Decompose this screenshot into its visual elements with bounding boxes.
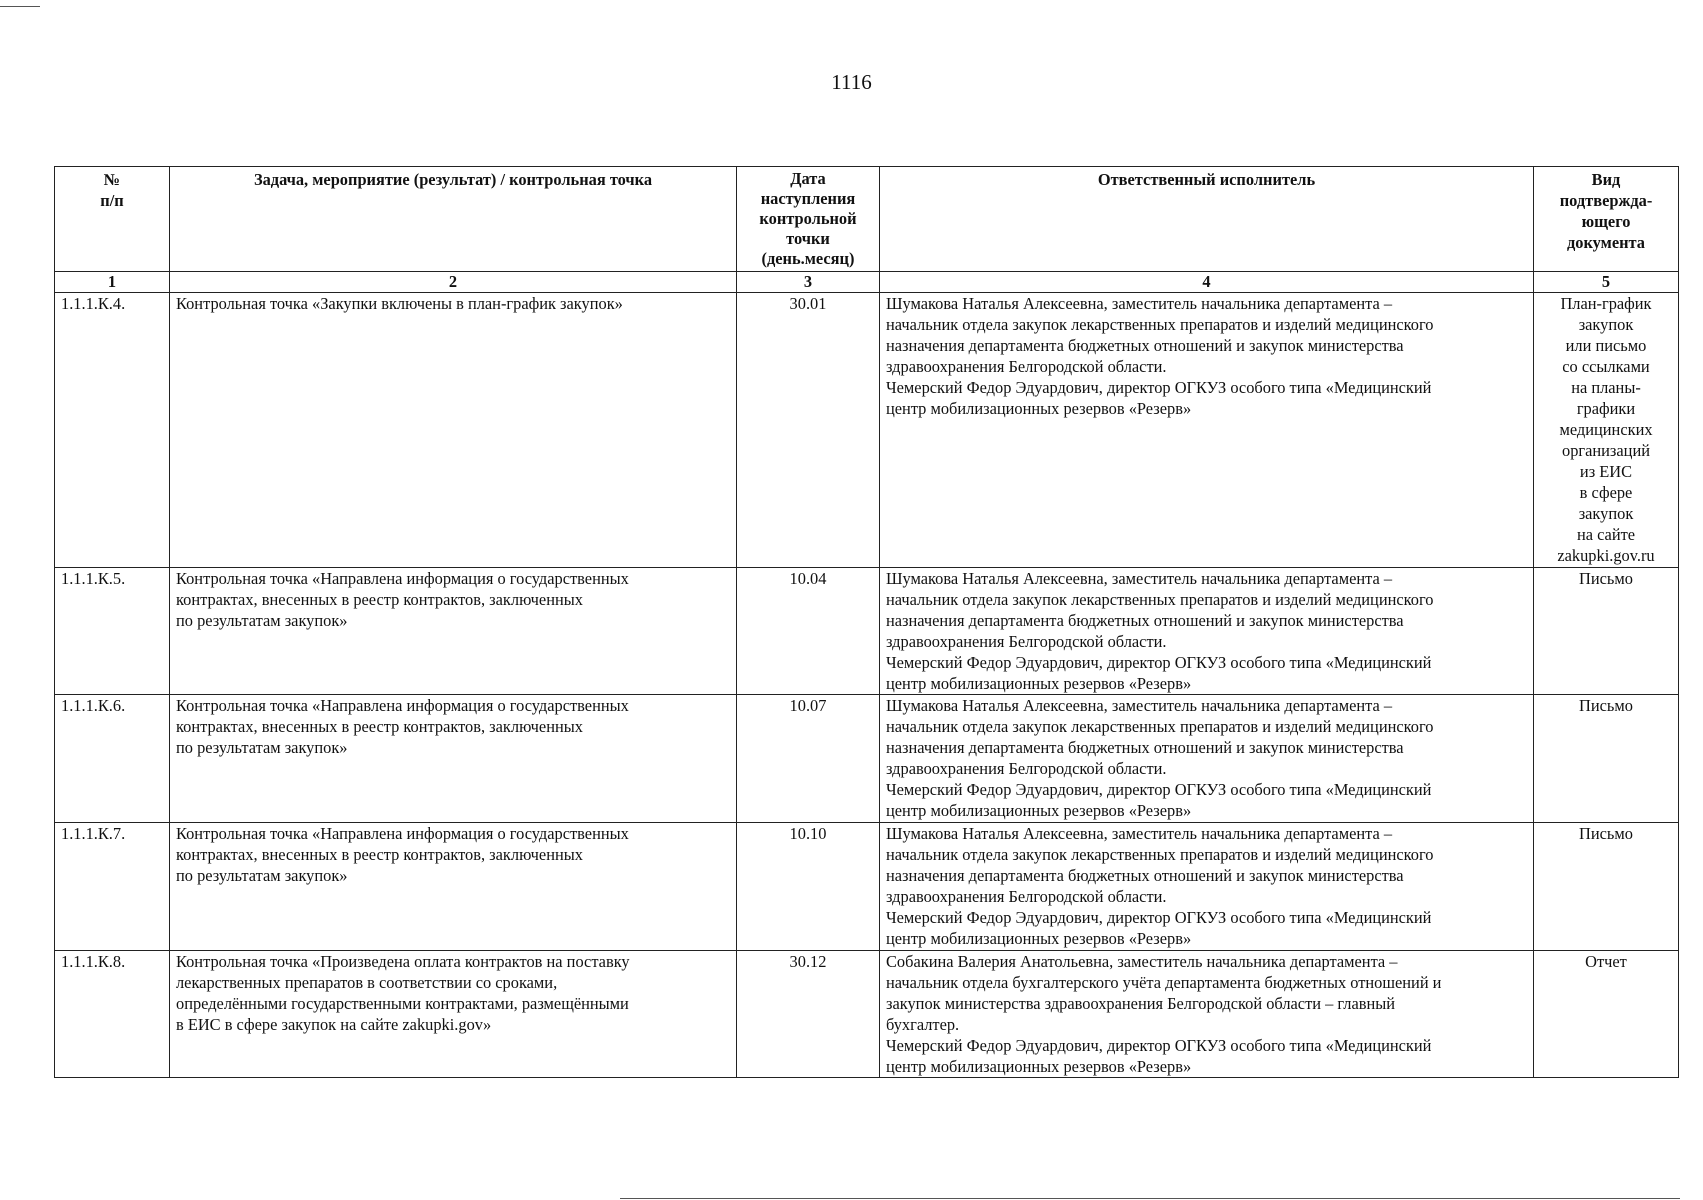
row-task: Контрольная точка «Закупки включены в план-график закупок» bbox=[170, 293, 737, 568]
row-task: Контрольная точка «Произведена оплата контрактов на поставку лекарственных препаратов в соответствии со сроками, определёнными государственными контрактами, размещёнными в ЕИС в сфере закупок на сайте zakupki.gov» bbox=[170, 951, 737, 1078]
page-number: 1116 bbox=[831, 70, 872, 94]
row-number: 1.1.1.К.5. bbox=[55, 568, 170, 695]
row-number: 1.1.1.К.4. bbox=[55, 293, 170, 568]
header-task: Задача, мероприятие (результат) / контрольная точка bbox=[170, 167, 737, 272]
table-row bbox=[55, 568, 1679, 695]
column-number: 2 bbox=[170, 272, 737, 293]
row-responsible: Шумакова Наталья Алексеевна, заместитель начальника департамента – начальник отдела закупок лекарственных препаратов и изделий медицинского назначения департамента бюджетных отношений и закупок министерства здравоохранения Белгородской области. Чемерский Федор Эдуардович, директор ОГКУЗ особого типа «Медицинский центр мобилизационных резервов «Резерв» bbox=[880, 823, 1534, 951]
row-task: Контрольная точка «Направлена информация о государственных контрактах, внесенных в реестр контрактов, заключенных по результатам закупок» bbox=[170, 695, 737, 823]
column-number: 4 bbox=[880, 272, 1534, 293]
table-row bbox=[55, 695, 1679, 823]
table-row bbox=[55, 823, 1679, 951]
row-document-type: План-график закупок или письмо со ссылками на планы- графики медицинских организаций из ЕИС в сфере закупок на сайте zakupki.gov.ru bbox=[1534, 293, 1679, 568]
column-number: 1 bbox=[55, 272, 170, 293]
row-document-type: Письмо bbox=[1534, 823, 1679, 951]
row-document-type: Письмо bbox=[1534, 568, 1679, 695]
column-number: 5 bbox=[1534, 272, 1679, 293]
scan-artifact-top-left bbox=[0, 6, 40, 7]
row-number: 1.1.1.К.6. bbox=[55, 695, 170, 823]
header-doc: Вид подтвержда- ющего документа bbox=[1534, 167, 1679, 272]
column-numbers-row bbox=[55, 272, 1679, 293]
row-date: 10.10 bbox=[737, 823, 880, 951]
row-date: 10.04 bbox=[737, 568, 880, 695]
header-date: Дата наступления контрольной точки (день.месяц) bbox=[737, 167, 880, 272]
scan-artifact-bottom-line bbox=[620, 1198, 1680, 1199]
column-number: 3 bbox=[737, 272, 880, 293]
table-header-row bbox=[55, 167, 1679, 272]
row-date: 30.12 bbox=[737, 951, 880, 1078]
row-responsible: Собакина Валерия Анатольевна, заместитель начальника департамента – начальник отдела бухгалтерского учёта департамента бюджетных отношений и закупок министерства здравоохранения Белгородской области – главный бухгалтер. Чемерский Федор Эдуардович, директор ОГКУЗ особого типа «Медицинский центр мобилизационных резервов «Резерв» bbox=[880, 951, 1534, 1078]
row-responsible: Шумакова Наталья Алексеевна, заместитель начальника департамента – начальник отдела закупок лекарственных препаратов и изделий медицинского назначения департамента бюджетных отношений и закупок министерства здравоохранения Белгородской области. Чемерский Федор Эдуардович, директор ОГКУЗ особого типа «Медицинский центр мобилизационных резервов «Резерв» bbox=[880, 695, 1534, 823]
header-responsible: Ответственный исполнитель bbox=[880, 167, 1534, 272]
row-document-type: Письмо bbox=[1534, 695, 1679, 823]
row-document-type: Отчет bbox=[1534, 951, 1679, 1078]
row-responsible: Шумакова Наталья Алексеевна, заместитель начальника департамента – начальник отдела закупок лекарственных препаратов и изделий медицинского назначения департамента бюджетных отношений и закупок министерства здравоохранения Белгородской области. Чемерский Федор Эдуардович, директор ОГКУЗ особого типа «Медицинский центр мобилизационных резервов «Резерв» bbox=[880, 293, 1534, 568]
row-task: Контрольная точка «Направлена информация о государственных контрактах, внесенных в реестр контрактов, заключенных по результатам закупок» bbox=[170, 823, 737, 951]
table-row bbox=[55, 951, 1679, 1078]
row-date: 30.01 bbox=[737, 293, 880, 568]
row-number: 1.1.1.К.7. bbox=[55, 823, 170, 951]
row-date: 10.07 bbox=[737, 695, 880, 823]
row-number: 1.1.1.К.8. bbox=[55, 951, 170, 1078]
table-row bbox=[55, 293, 1679, 568]
row-task: Контрольная точка «Направлена информация о государственных контрактах, внесенных в реестр контрактов, заключенных по результатам закупок» bbox=[170, 568, 737, 695]
row-responsible: Шумакова Наталья Алексеевна, заместитель начальника департамента – начальник отдела закупок лекарственных препаратов и изделий медицинского назначения департамента бюджетных отношений и закупок министерства здравоохранения Белгородской области. Чемерский Федор Эдуардович, директор ОГКУЗ особого типа «Медицинский центр мобилизационных резервов «Резерв» bbox=[880, 568, 1534, 695]
control-points-table bbox=[54, 166, 1679, 1078]
header-num: № п/п bbox=[55, 167, 170, 272]
